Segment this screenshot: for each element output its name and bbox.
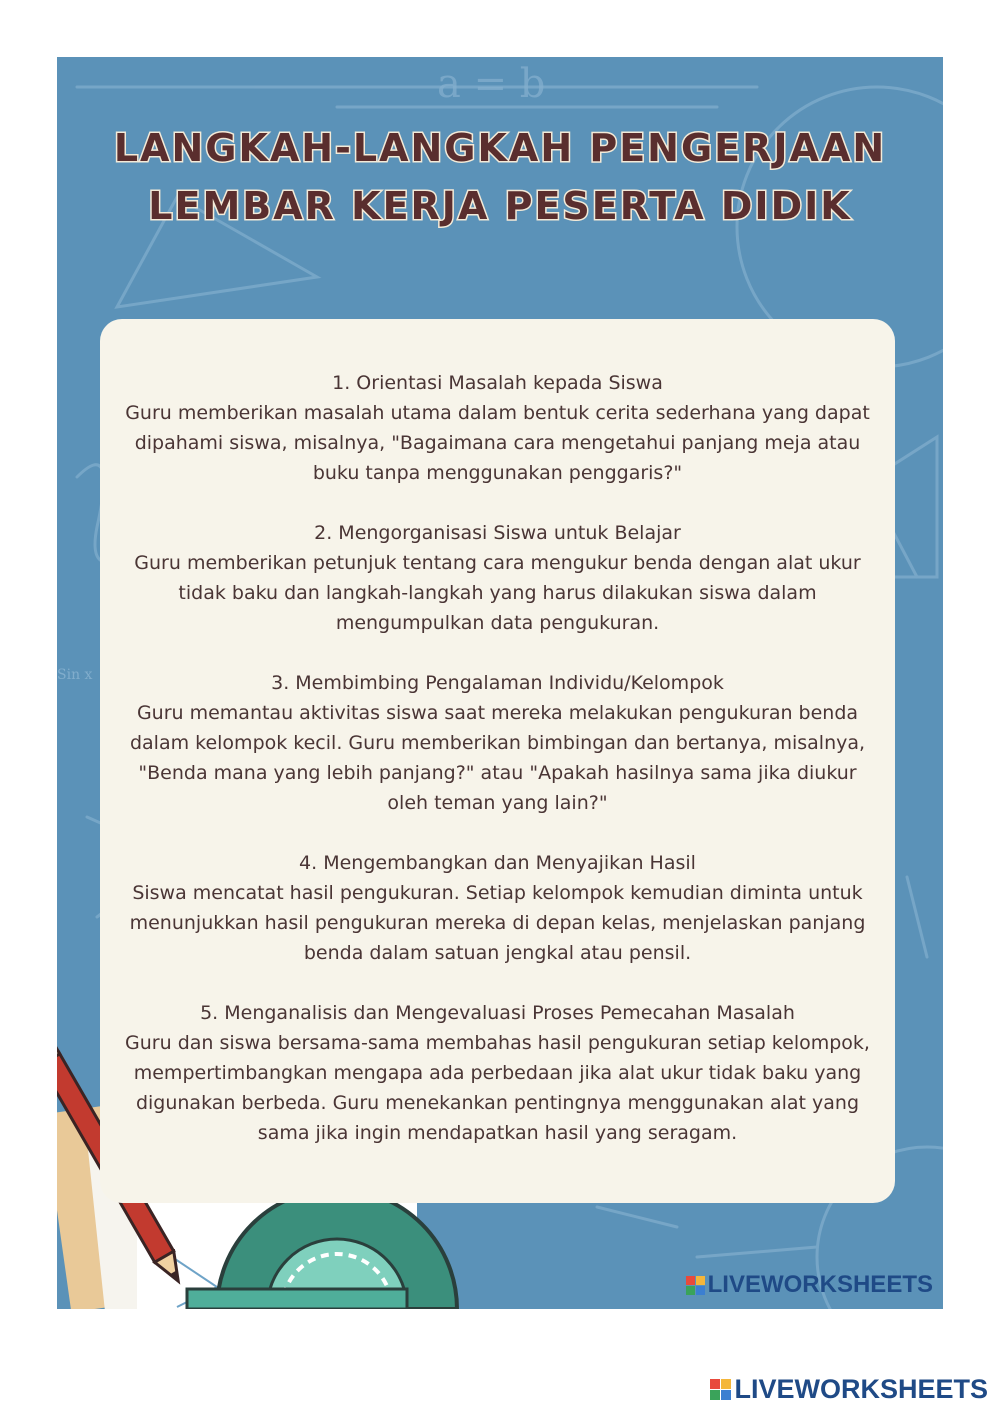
step-heading: 1. Orientasi Masalah kepada Siswa	[332, 372, 663, 394]
bg-equation-text: a = b	[437, 61, 546, 107]
worksheet-poster	[57, 57, 943, 1309]
step-body: Siswa mencatat hasil pengukuran. Setiap kelompok kemudian diminta untuk menunjukkan hasil pengukuran mereka di depan kelas, menjelaskan panjang benda dalam satuan jengkal atau pensil.	[129, 882, 866, 964]
step-heading: 3. Membimbing Pengalaman Individu/Kelompok	[271, 672, 724, 694]
title-line-2: LEMBAR KERJA PESERTA DIDIK	[148, 184, 852, 228]
step-heading: 4. Mengembangkan dan Menyajikan Hasil	[299, 852, 696, 874]
step-item	[120, 368, 875, 488]
step-heading: 5. Menganalisis dan Mengevaluasi Proses Pemecahan Masalah	[200, 1002, 795, 1024]
liveworksheets-logo-icon	[686, 1276, 705, 1295]
step-item	[120, 518, 875, 638]
steps-list	[120, 368, 875, 1178]
liveworksheets-logo-icon	[710, 1379, 731, 1400]
step-body: Guru memantau aktivitas siswa saat mereka melakukan pengukuran benda dalam kelompok kecil. Guru memberikan bimbingan dan bertanya, misalnya, "Benda mana yang lebih panjang?" atau "Apakah hasilnya sama jika diukur oleh teman yang lain?"	[129, 702, 866, 814]
step-item	[120, 998, 875, 1148]
title-line-1: LANGKAH-LANGKAH PENGERJAAN	[113, 126, 887, 170]
step-body: Guru memberikan petunjuk tentang cara mengukur benda dengan alat ukur tidak baku dan langkah-langkah yang harus dilakukan siswa dalam mengumpulkan data pengukuran.	[134, 552, 861, 634]
liveworksheets-watermark-inner	[686, 1271, 933, 1299]
step-body: Guru memberikan masalah utama dalam bentuk cerita sederhana yang dapat dipahami siswa, misalnya, "Bagaimana cara mengetahui panjang meja atau buku tanpa menggunakan penggaris?"	[125, 402, 870, 484]
step-item	[120, 668, 875, 818]
bg-sin-text: Sin x	[57, 667, 93, 683]
step-body: Guru dan siswa bersama-sama membahas hasil pengukuran setiap kelompok, mempertimbangkan mengapa ada perbedaan jika alat ukur tidak baku yang digunakan berbeda. Guru menekankan pentingnya menggunakan alat yang sama jika ingin mendapatkan hasil yang seragam.	[125, 1032, 870, 1144]
step-item	[120, 848, 875, 968]
brand-name: LIVEWORKSHEETS	[734, 1374, 988, 1404]
liveworksheets-footer-logo[interactable]	[710, 1374, 988, 1405]
brand-name: LIVEWORKSHEETS	[707, 1271, 933, 1298]
steps-card	[100, 319, 895, 1203]
step-heading: 2. Mengorganisasi Siswa untuk Belajar	[314, 522, 681, 544]
worksheet-title	[57, 119, 943, 235]
